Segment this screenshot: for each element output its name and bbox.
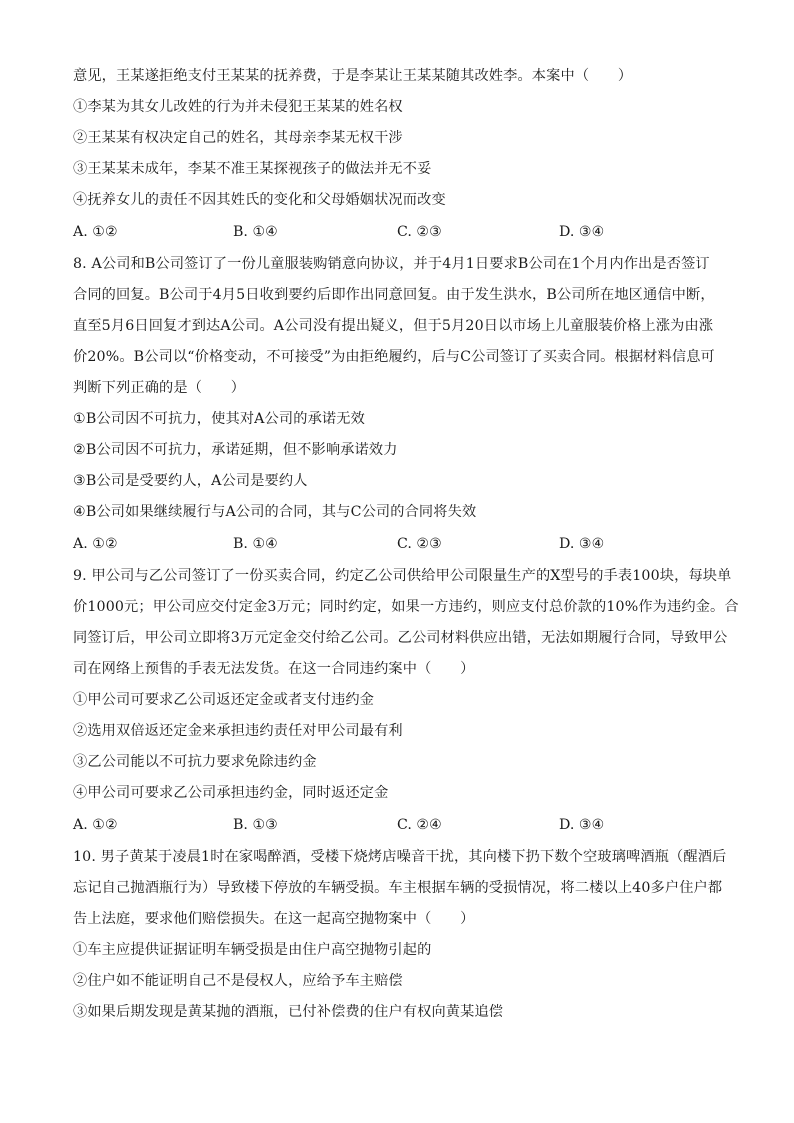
- q9-option-b[interactable]: B. ①③: [233, 817, 278, 833]
- q7-statement-3: ③王某某未成年，李某不准王某探视孩子的做法并无不妥: [73, 161, 432, 177]
- q10-stem-line-1: 10. 男子黄某于凌晨1时在家喝醉酒，受楼下烧烤店噪音干扰，其向楼下扔下数个空玻璃啤酒瓶（醒酒后: [73, 849, 727, 865]
- q9-option-a[interactable]: A. ①②: [73, 817, 118, 833]
- q9-statement-4: ④甲公司可要求乙公司承担违约金，同时返还定金: [73, 785, 389, 801]
- q7-option-a[interactable]: A. ①②: [73, 224, 118, 240]
- q8-option-a[interactable]: A. ①②: [73, 536, 118, 552]
- q9-stem-line-4: 司在网络上预售的手表无法发货。在这一合同违约案中（ ）: [73, 661, 475, 677]
- q9-statement-2: ②选用双倍返还定金来承担违约责任对甲公司最有利: [73, 723, 403, 739]
- q8-statement-3: ③B公司是受要约人，A公司是要约人: [73, 473, 308, 489]
- q8-statement-1: ①B公司因不可抗力，使其对A公司的承诺无效: [73, 411, 365, 427]
- q8-stem-line-3: 直至5月6日回复才到达A公司。A公司没有提出疑义，但于5月20日以市场上儿童服装价格上涨为由涨: [73, 318, 714, 334]
- q7-statement-2: ②王某某有权决定自己的姓名，其母亲李某无权干涉: [73, 130, 403, 146]
- q8-option-c[interactable]: C. ②③: [397, 536, 442, 552]
- q7-options: [73, 222, 723, 242]
- q7-statement-4: ④抚养女儿的责任不因其姓氏的变化和父母婚姻状况而改变: [73, 192, 446, 208]
- q8-stem-line-1: 8. A公司和B公司签订了一份儿童服装购销意向协议，并于4月1日要求B公司在1个月内作出是否签订: [73, 256, 710, 272]
- q9-statement-1: ①甲公司可要求乙公司返还定金或者支付违约金: [73, 692, 375, 708]
- q9-stem-line-1: 9. 甲公司与乙公司签订了一份买卖合同，约定乙公司供给甲公司限量生产的X型号的手表100块，每块单: [73, 568, 732, 584]
- q8-option-d[interactable]: D. ③④: [559, 536, 605, 552]
- q9-stem-line-3: 同签订后，甲公司立即将3万元定金交付给乙公司。乙公司材料供应出错，无法如期履行合同，导致甲公: [73, 630, 728, 646]
- q8-statement-2: ②B公司因不可抗力，承诺延期，但不影响承诺效力: [73, 442, 398, 458]
- q10-statement-2: ②住户如不能证明自己不是侵权人，应给予车主赔偿: [73, 973, 403, 989]
- q9-statement-3: ③乙公司能以不可抗力要求免除违约金: [73, 754, 317, 770]
- q8-option-b[interactable]: B. ①④: [233, 536, 278, 552]
- q8-stem-line-5: 判断下列正确的是（ ）: [73, 380, 246, 396]
- q7-stem-line: 意见，王某遂拒绝支付王某某的抚养费，于是李某让王某某随其改姓李。本案中（ ）: [73, 68, 633, 84]
- q10-stem-line-3: 告上法庭，要求他们赔偿损失。在这一起高空抛物案中（ ）: [73, 911, 475, 927]
- q8-options: [73, 534, 723, 554]
- q10-statement-1: ①车主应提供证据证明车辆受损是由住户高空抛物引起的: [73, 942, 432, 958]
- q7-option-b[interactable]: B. ①④: [233, 224, 278, 240]
- q8-stem-line-4: 价20%。B公司以“价格变动，不可接受”为由拒绝履约，后与C公司签订了买卖合同。根据材料信息可: [73, 349, 715, 365]
- q7-option-d[interactable]: D. ③④: [559, 224, 605, 240]
- q7-statement-1: ①李某为其女儿改姓的行为并未侵犯王某某的姓名权: [73, 99, 403, 115]
- q9-option-d[interactable]: D. ③④: [559, 817, 605, 833]
- q10-statement-3: ③如果后期发现是黄某抛的酒瓶，已付补偿费的住户有权向黄某追偿: [73, 1004, 504, 1020]
- q9-options: [73, 815, 723, 835]
- q9-option-c[interactable]: C. ②④: [397, 817, 442, 833]
- q8-statement-4: ④B公司如果继续履行与A公司的合同，其与C公司的合同将失效: [73, 504, 477, 520]
- q9-stem-line-2: 价1000元；甲公司应交付定金3万元；同时约定，如果一方违约，则应支付总价款的10%作为违约金。合: [73, 599, 739, 615]
- q10-stem-line-2: 忘记自己抛酒瓶行为）导致楼下停放的车辆受损。车主根据车辆的受损情况，将二楼以上40多户住户都: [73, 880, 723, 896]
- q7-option-c[interactable]: C. ②③: [397, 224, 442, 240]
- q8-stem-line-2: 合同的回复。B公司于4月5日收到要约后即作出同意回复。由于发生洪水，B公司所在地区通信中断，: [73, 287, 715, 303]
